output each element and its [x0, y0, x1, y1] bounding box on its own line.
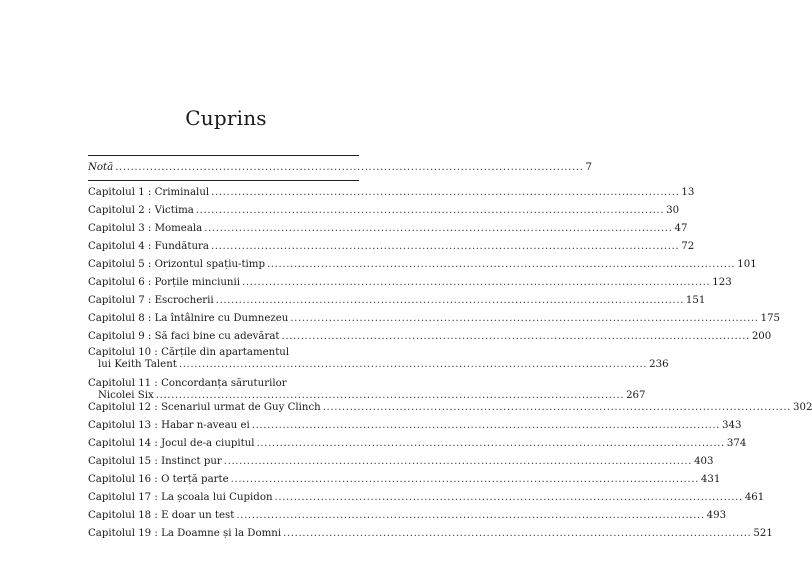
toc-entry-label: Capitolul 18 : E doar un test: [88, 510, 235, 521]
dot-leader: ..........................................................................................................................: [210, 241, 680, 252]
toc-entry-page: 72: [681, 241, 695, 252]
toc-entry-label: Capitolul 4 : Fundătura: [88, 241, 209, 252]
toc-entry-page: 175: [760, 313, 781, 324]
toc-entry-page: 461: [744, 492, 765, 503]
toc-entry: [88, 347, 669, 371]
toc-entry-page: 493: [706, 510, 727, 521]
toc-entry-page: 30: [666, 205, 680, 216]
toc-entry: [88, 277, 732, 289]
toc-entry-page: 13: [681, 187, 695, 198]
toc-entry: [88, 474, 721, 486]
toc-entry-label: Capitolul 15 : Instinct pur: [88, 456, 222, 467]
toc-entry: [88, 295, 706, 307]
toc-entry-label: Capitolul 10 : Cărțile din apartamentul: [88, 347, 290, 358]
toc-entry: [88, 510, 727, 522]
toc-entry-page: 7: [585, 162, 592, 173]
toc-entry-nota: [88, 162, 592, 174]
toc-entry: [88, 241, 695, 253]
toc-entry-page: 101: [737, 259, 757, 270]
toc-entry-label: Capitolul 16 : O terță parte: [88, 474, 229, 485]
toc-entry: [88, 331, 772, 343]
dot-leader: ..........................................................................................................................: [242, 277, 711, 288]
dot-leader: ..........................................................................................................................: [195, 205, 665, 216]
dot-leader: ..........................................................................................................................: [267, 259, 736, 270]
toc-entry-page: 343: [722, 420, 742, 431]
toc-entry-label: Capitolul 3 : Momeala: [88, 223, 203, 234]
page-title: Cuprins: [185, 106, 267, 130]
toc-entry: [88, 438, 747, 450]
toc-entry-label-continuation: lui Keith Talent: [98, 359, 177, 370]
toc-entry-label: Capitolul 19 : La Doamne și la Domni: [88, 528, 282, 539]
dot-leader: ..........................................................................................................................: [251, 420, 721, 431]
toc-entry-label: Capitolul 2 : Victima: [88, 205, 194, 216]
dot-leader: ..........................................................................................................................: [115, 162, 584, 173]
toc-entry: [88, 378, 646, 402]
toc-entry-page: 521: [753, 528, 773, 539]
toc-entry: [88, 187, 695, 199]
toc-entry-label: Capitolul 13 : Habar n-aveau ei: [88, 420, 250, 431]
dot-leader: ..........................................................................................................................: [236, 510, 705, 521]
toc-entry-page: 431: [700, 474, 721, 485]
toc-entry-label: Capitolul 5 : Orizontul spațiu-timp: [88, 259, 265, 270]
toc-entry-page: 403: [694, 456, 714, 467]
toc-entry-label-continuation: Nicolei Six: [98, 390, 154, 401]
toc-entry: [88, 492, 765, 504]
dot-leader: ..........................................................................................................................: [256, 438, 725, 449]
toc-entry-page: 374: [726, 438, 747, 449]
dot-leader: ..........................................................................................................................: [274, 492, 743, 503]
dot-leader: ..........................................................................................................................: [283, 528, 752, 539]
top-rule: [88, 155, 359, 156]
toc-entry-label: Capitolul 7 : Escrocherii: [88, 295, 214, 306]
toc-entry-page: 47: [674, 223, 688, 234]
toc-entry-label: Notă: [88, 162, 114, 173]
toc-entry: [88, 456, 714, 468]
toc-entry-label: Capitolul 6 : Porțile minciunii: [88, 277, 240, 288]
dot-leader: ..........................................................................................................................: [215, 295, 684, 306]
toc-entry-page: 236: [649, 359, 669, 370]
dot-leader: ..........................................................................................................................: [290, 313, 759, 324]
toc-entry-page: 151: [685, 295, 706, 306]
toc-entry: [88, 420, 742, 432]
toc-entry-label: Capitolul 12 : Scenariul urmat de Guy Clinch: [88, 402, 321, 413]
dot-leader: ..........................................................................................................................: [211, 187, 680, 198]
toc-entry-label: Capitolul 1 : Criminalul: [88, 187, 210, 198]
dot-leader: ..........................................................................................................................: [322, 402, 791, 413]
toc-entry: [88, 313, 781, 325]
dot-leader: ..........................................................................................................................: [178, 359, 648, 370]
toc-entry-page: 200: [751, 331, 772, 342]
nota-separator-rule: [88, 180, 359, 181]
dot-leader: ..........................................................................................................................: [223, 456, 693, 467]
toc-entry: [88, 205, 680, 217]
toc-entry-page: 302: [793, 402, 812, 413]
toc-entry-label: Capitolul 11 : Concordanța săruturilor: [88, 378, 287, 389]
toc-entry-label: Capitolul 9 : Să faci bine cu adevărat: [88, 331, 280, 342]
toc-entry-page: 267: [626, 390, 646, 401]
toc-entry-page: 123: [712, 277, 732, 288]
toc-entry-label: Capitolul 14 : Jocul de-a ciupitul: [88, 438, 255, 449]
toc-entry: [88, 528, 773, 540]
toc-entry: [88, 402, 812, 414]
dot-leader: ..........................................................................................................................: [204, 223, 673, 234]
dot-leader: ..........................................................................................................................: [281, 331, 750, 342]
toc-entry: [88, 259, 757, 271]
toc-entry: [88, 223, 688, 235]
dot-leader: ..........................................................................................................................: [230, 474, 699, 485]
toc-entry-label: Capitolul 8 : La întâlnire cu Dumnezeu: [88, 313, 289, 324]
dot-leader: ..........................................................................................................................: [155, 390, 625, 401]
toc-entry-label: Capitolul 17 : La școala lui Cupidon: [88, 492, 273, 503]
